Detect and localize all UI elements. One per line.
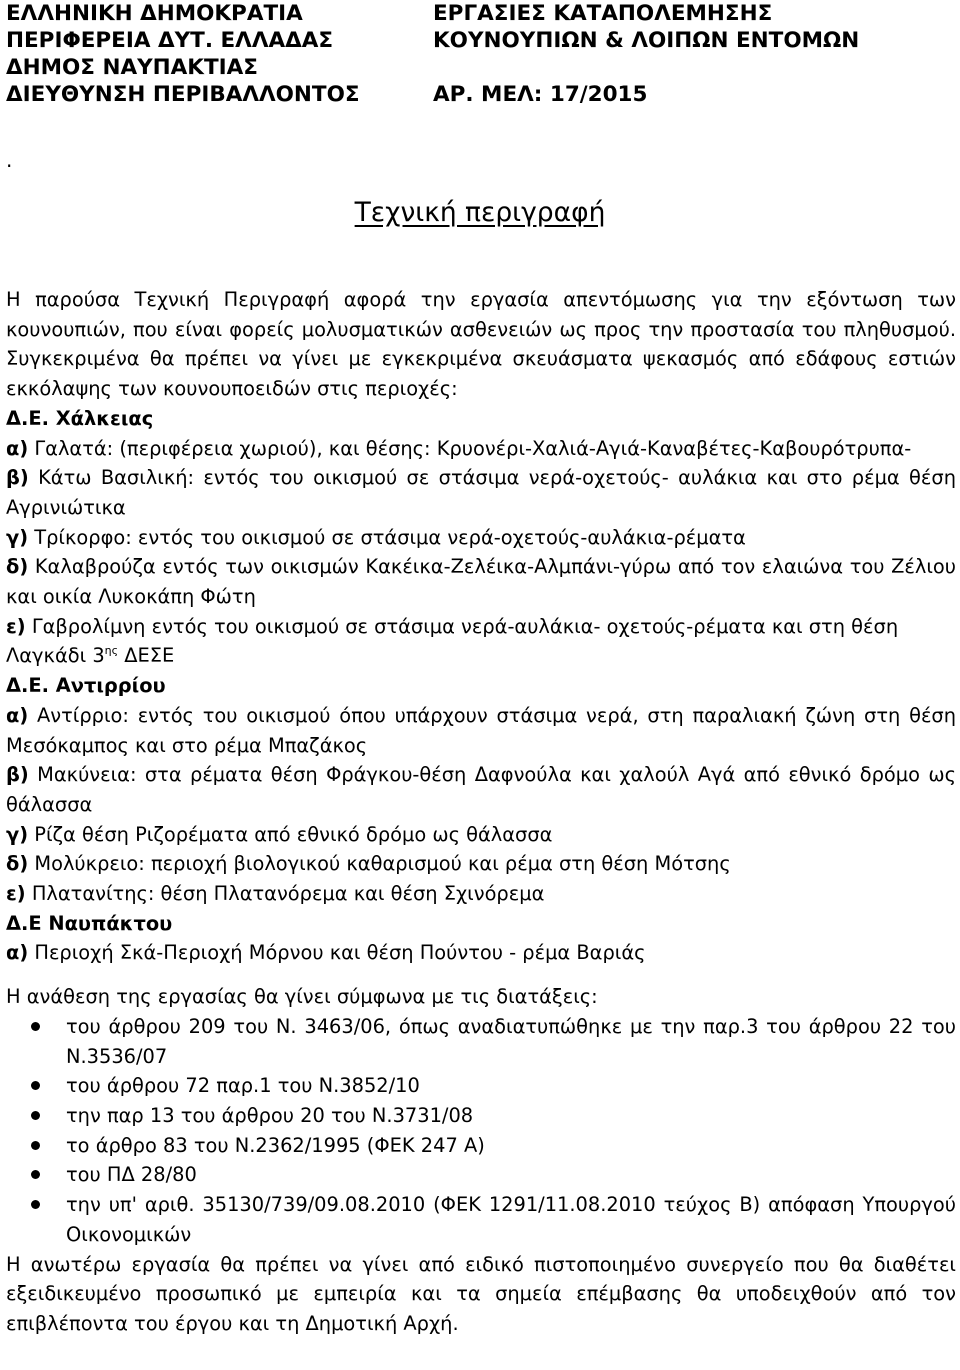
item-text: Περιοχή Σκά-Περιοχή Μόρνου και θέση Πούντου - ρέμα Βαριάς — [34, 941, 646, 965]
bullet-icon — [31, 1200, 40, 1209]
page-title: Τεχνική περιγραφή — [354, 197, 606, 228]
item-marker: β) — [6, 763, 29, 787]
issuer-line: ΔΙΕΥΘΥΝΣΗ ΠΕΡΙΒΑΛΛΟΝΤΟΣ — [6, 82, 360, 107]
project-block — [433, 0, 859, 108]
stray-mark: . — [6, 148, 13, 172]
item-text: Ρίζα θέση Ριζορέματα από εθνικό δρόμο ως θάλασσα — [34, 822, 553, 846]
area-item — [6, 701, 956, 760]
area-item — [6, 760, 956, 819]
section-heading: Δ.Ε Ναυπάκτου — [6, 911, 173, 935]
list-item — [6, 1190, 956, 1249]
issuer-line: ΕΛΛΗΝΙΚΗ ΔΗΜΟΚΡΑΤΙΑ — [6, 1, 303, 26]
closing-paragraph: Η ανωτέρω εργασία θα πρέπει να γίνει από ειδικό πιστοποιημένο συνεργείο που θα διαθέτει εξειδικευμένο προσωπικό με εμπειρία και τα σημεία επέμβασης θα υποδειχθούν από τον επιβλέποντα του έργου και τη Δημοτική Αρχή. — [6, 1252, 956, 1335]
item-text: Γαβρολίμνη εντός του οικισμού σε στάσιμα νερά-αυλάκια- οχετούς-ρέματα και στη θέση Λαγκάδι 3 — [6, 614, 899, 668]
study-number: ΑΡ. ΜΕΛ: 17/2015 — [433, 82, 648, 107]
law-text: του ΠΔ 28/80 — [66, 1163, 197, 1187]
area-item — [6, 434, 956, 464]
item-marker: δ) — [6, 555, 29, 579]
item-text: Καλαβρούζα εντός των οικισμών Κακέικα-Ζελέικα-Αλμπάνι-γύρω από τον ελαιώνα του Ζέλιου και οικία Λυκοκάπη Φώτη — [6, 555, 956, 609]
item-text: Γαλατά: (περιφέρεια χωριού), και θέσης: Κρυονέρι-Χαλιά-Αγιά-Καναβέτες-Καβουρότρυπα- — [34, 436, 912, 460]
law-text: την παρ 13 του άρθρου 20 του Ν.3731/08 — [66, 1103, 474, 1127]
list-item — [6, 1012, 956, 1071]
area-item — [6, 552, 956, 611]
section-nafpaktos — [6, 909, 956, 968]
list-item — [6, 1131, 956, 1161]
assignment-intro: Η ανάθεση της εργασίας θα γίνει σύμφωνα με τις διατάξεις: — [6, 985, 598, 1009]
item-marker: γ) — [6, 822, 29, 846]
law-text: την υπ' αριθ. 35130/739/09.08.2010 (ΦΕΚ 1291/11.08.2010 τεύχος Β) απόφαση Υπουργού Οικονομικών — [66, 1193, 956, 1246]
section-antirrio — [6, 671, 956, 909]
section-chalkeia — [6, 404, 956, 671]
item-text: Κάτω Βασιλική: εντός του οικισμού σε στάσιμα νερά-οχετούς- αυλάκια και στο ρέμα θέση Αγρινιώτικα — [6, 466, 956, 519]
item-marker: ε) — [6, 882, 26, 906]
area-item — [6, 463, 956, 522]
item-text: Αντίρριο: εντός του οικισμού όπου υπάρχουν στάσιμα νερά, στη παραλιακή ζώνη στη θέση Μεσόκαμπος και στο ρέμα Μπαζάκος — [6, 703, 957, 757]
item-marker: α) — [6, 703, 29, 727]
area-item — [6, 523, 956, 553]
project-line: ΕΡΓΑΣΙΕΣ ΚΑΤΑΠΟΛΕΜΗΣΗΣ — [433, 1, 773, 26]
item-marker: β) — [6, 466, 29, 490]
section-heading: Δ.Ε. Χάλκειας — [6, 406, 154, 430]
item-text: Μακύνεια: στα ρέματα θέση Φράγκου-θέση Δαφνούλα και χαλούλ Αγά από εθνικό δρόμο ως θάλασσα — [6, 763, 956, 816]
issuer-block — [6, 0, 360, 108]
law-text: του άρθρου 209 του Ν. 3463/06, όπως αναδιατυπώθηκε με την παρ.3 του άρθρου 22 του Ν.3536/07 — [66, 1014, 956, 1068]
list-item — [6, 1160, 956, 1190]
item-text-tail: ΔΕΣΕ — [118, 644, 175, 668]
law-text: του άρθρου 72 παρ.1 του Ν.3852/10 — [66, 1074, 420, 1098]
area-item — [6, 849, 956, 879]
item-marker: δ) — [6, 852, 29, 876]
ordinal-suffix: ης — [104, 644, 119, 658]
project-line: ΚΟΥΝΟΥΠΙΩΝ & ΛΟΙΠΩΝ ΕΝΤΟΜΩΝ — [433, 28, 860, 53]
list-item — [6, 1071, 956, 1101]
project-line — [433, 54, 859, 81]
bullet-icon — [31, 1111, 40, 1120]
item-text: Μολύκρειο: περιοχή βιολογικού καθαρισμού και ρέμα στη θέση Μότσης — [34, 852, 731, 876]
item-marker: α) — [6, 436, 29, 460]
area-item — [6, 879, 956, 909]
item-marker: α) — [6, 941, 29, 965]
intro-paragraph: Η παρούσα Τεχνική Περιγραφή αφορά την εργασία απεντόμωσης για την εξόντωση των κουνουπιών, που είναι φορείς μολυσματικών ασθενειών ως προς την προστασία του πληθυσμού. Συγκεκριμένα θα πρέπει να γίνει με εγκεκριμένα σκευάσματα ψεκασμός από εδάφους εστιών εκκόλαψης των κουνουποειδών στις περιοχές: — [6, 288, 956, 401]
area-item — [6, 938, 956, 968]
item-marker: ε) — [6, 614, 26, 638]
area-item — [6, 820, 956, 850]
bullet-icon — [31, 1022, 40, 1031]
document-body — [6, 285, 956, 1339]
issuer-line: ΠΕΡΙΦΕΡΕΙΑ ΔΥΤ. ΕΛΛΑΔΑΣ — [6, 28, 334, 53]
legal-provisions-list — [6, 1012, 956, 1250]
law-text: το άρθρο 83 του Ν.2362/1995 (ΦΕΚ 247 Α) — [66, 1133, 485, 1157]
bullet-icon — [31, 1141, 40, 1150]
section-heading: Δ.Ε. Αντιρρίου — [6, 674, 166, 698]
bullet-icon — [31, 1170, 40, 1179]
issuer-line: ΔΗΜΟΣ ΝΑΥΠΑΚΤΙΑΣ — [6, 55, 258, 80]
item-marker: γ) — [6, 525, 29, 549]
area-item — [6, 612, 956, 671]
bullet-icon — [31, 1081, 40, 1090]
spacer — [6, 968, 956, 982]
item-text: Τρίκορφο: εντός του οικισμού σε στάσιμα νερά-οχετούς-αυλάκια-ρέματα — [34, 525, 746, 549]
item-text: Πλατανίτης: θέση Πλατανόρεμα και θέση Σχινόρεμα — [31, 882, 545, 906]
list-item — [6, 1101, 956, 1131]
